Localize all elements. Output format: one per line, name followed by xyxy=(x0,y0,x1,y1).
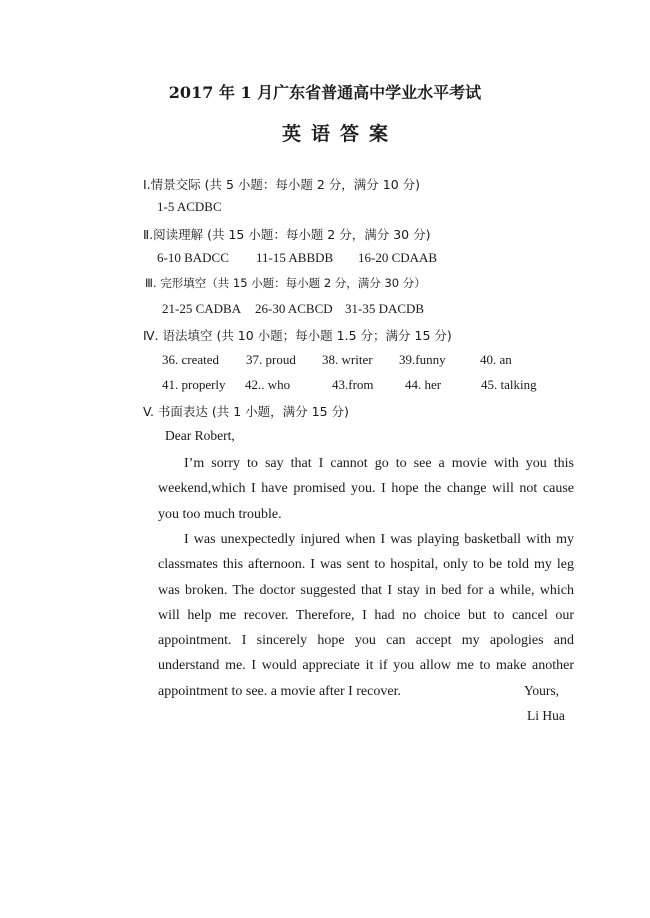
answer-item: 45. talking xyxy=(481,377,537,392)
answer-group: 1-5 ACDBC xyxy=(157,199,222,214)
answer-group: 11-15 ABBDB xyxy=(256,250,334,265)
letter-closing: Yours, xyxy=(524,683,560,698)
letter-signature: Li Hua xyxy=(527,708,565,723)
section-5-heading: V. 书面表达 (共 1 小题，满分 15 分) xyxy=(143,404,349,419)
answer-item: 36. created xyxy=(162,352,220,367)
section-4-heading: Ⅳ. 语法填空 (共 10 小题；每小题 1.5 分；满分 15 分) xyxy=(143,328,452,343)
answer-item: 39.funny xyxy=(399,352,446,367)
section-2-heading: Ⅱ.阅读理解 (共 15 小题：每小题 2 分，满分 30 分) xyxy=(143,227,431,242)
answer-group: 16-20 CDAAB xyxy=(358,250,438,265)
answer-item: 40. an xyxy=(480,352,512,367)
answer-group: 26-30 ACBCD xyxy=(255,301,333,316)
exam-title: 2017 年 1 月广东省普通高中学业水平考试 xyxy=(168,83,482,102)
answer-group: 31-35 DACDB xyxy=(345,301,425,316)
answer-subtitle: 英语答案 xyxy=(281,123,398,145)
answer-item: 41. properly xyxy=(162,377,226,392)
answer-item: 43.from xyxy=(332,377,374,392)
answer-item: 37. proud xyxy=(246,352,296,367)
letter-paragraph-1: I’m sorry to say that I cannot go to see a movie with you this weekend,which I have promised you. I hope the change will not cause you too much trouble. xyxy=(158,456,574,522)
letter-paragraph-2: I was unexpectedly injured when I was playing basketball with my classmates this afternoon. I was sent to hospital, only to be told my leg was broken. The doctor suggested that I stay in bed for a while, which will help me recover. Therefore, I had no choice but to cancel our appointment. I sincerely hope you can accept my apologies and understand me. I would appreciate it if you allow me to make another appointment to see. a movie after I recover. xyxy=(158,532,574,699)
answer-group: 6-10 BADCC xyxy=(157,250,229,265)
answer-item: 42.. who xyxy=(245,377,291,392)
answer-group: 21-25 CADBA xyxy=(162,301,242,316)
letter-salutation: Dear Robert, xyxy=(165,428,235,443)
section-1-heading: Ⅰ.情景交际 (共 5 小题：每小题 2 分，满分 10 分) xyxy=(143,177,421,192)
section-3-heading: Ⅲ. 完形填空（共 15 小题：每小题 2 分，满分 30 分） xyxy=(145,276,426,290)
answer-item: 44. her xyxy=(405,377,442,392)
answer-item: 38. writer xyxy=(322,352,373,367)
